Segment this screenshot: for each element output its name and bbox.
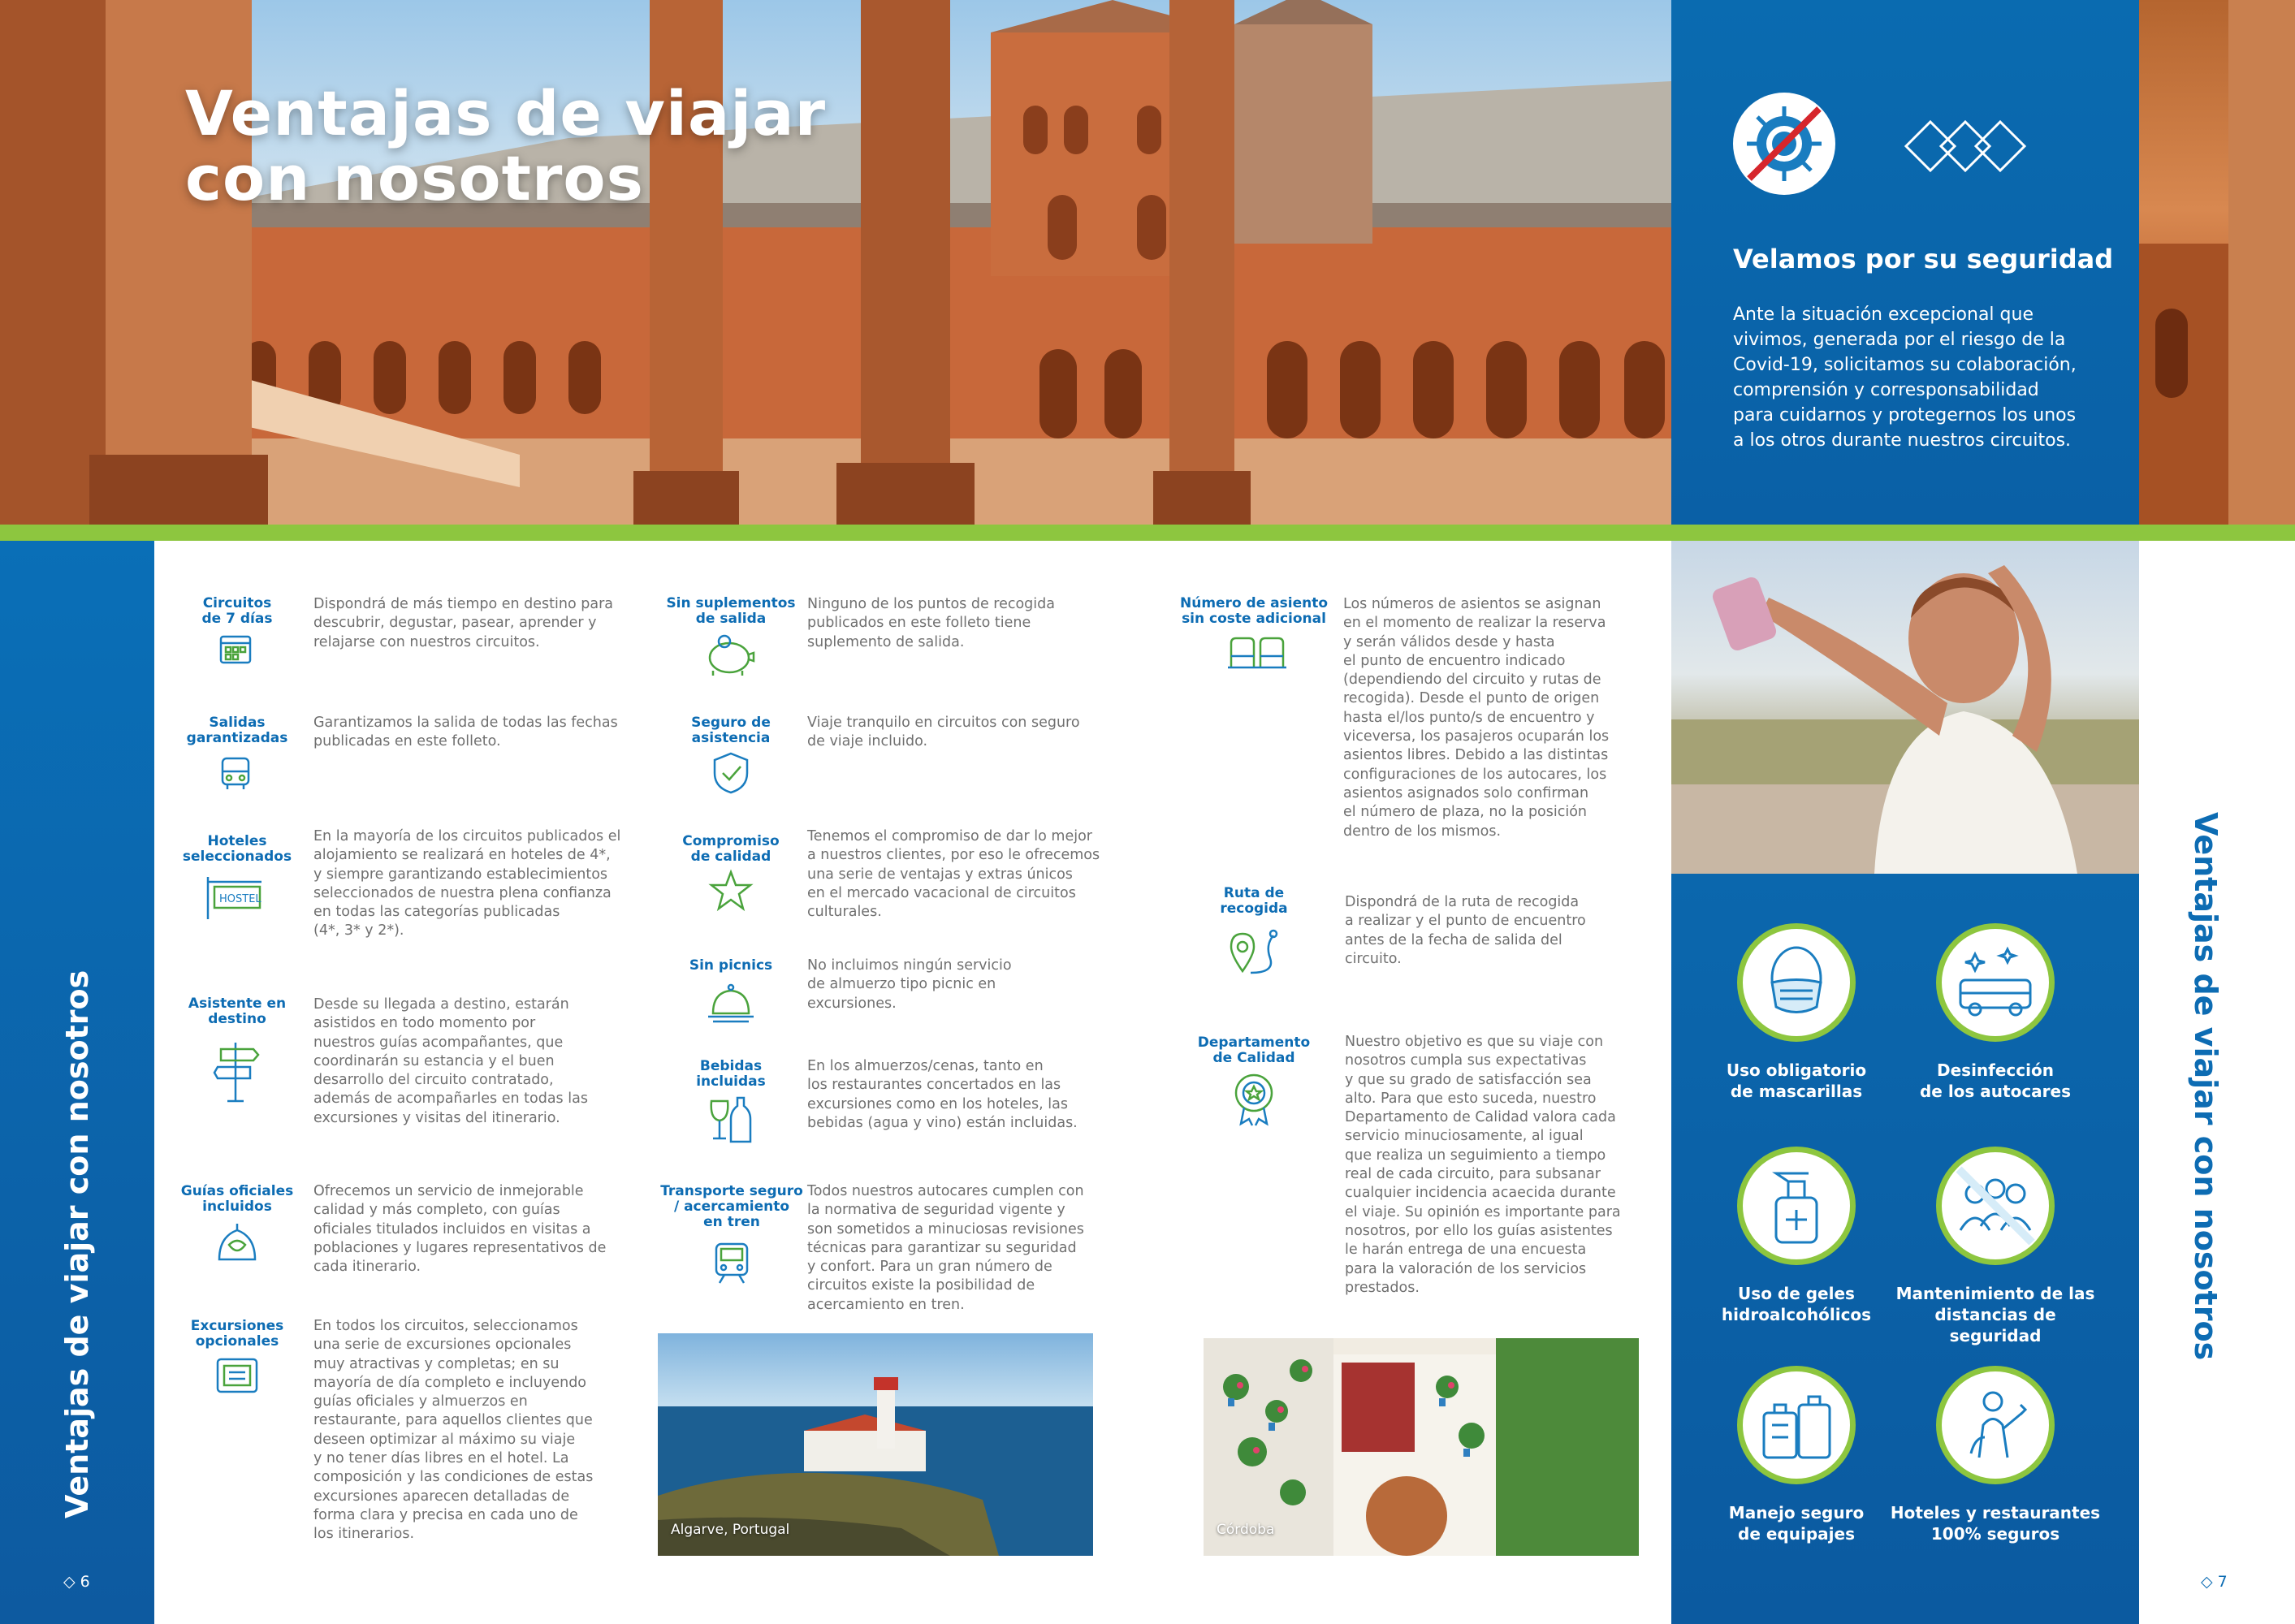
drinks-icon (707, 1095, 755, 1149)
cordoba-photo (1204, 1338, 1639, 1556)
feature-text-insurance: Viaje tranquilo en circuitos con seguro de viaje incluido. (807, 715, 1080, 750)
bus-icon (218, 755, 253, 795)
feature-text-no-supplements: Ninguno de los puntos de recogida publicados en este folleto tiene suplemento de salida. (807, 596, 1055, 650)
no-virus-icon (1733, 93, 1835, 195)
feature-title-hotels: Hoteles seleccionados (182, 833, 292, 865)
feature-text-7-days: Dispondrá de más tiempo en destino para descubrir, degustar, pasear, aprender y relajarse con nuestros circuitos. (313, 596, 614, 650)
route-pin-icon (1226, 926, 1283, 987)
feature-title-guides: Guías oficiales incluidos (180, 1183, 294, 1215)
algarve-photo (658, 1333, 1093, 1556)
safety-item-bus (1890, 923, 2101, 1102)
feature-text-seat-number: Los números de asientos se asignan en el momento de realizar la reserva y serán válidos desde y hasta el punto de encuentro indicado (dependiendo del circuito y rutas de recogida). Desde el punto de origen hasta el/los punto/s de encuentro y viceversa, los pasajeros ocuparán los asientos libres. Debido a las distintas configuraciones de los autocares, los asientos asignados solo confirman el número de plaza, no la posición dentro de los mismos. (1343, 596, 1610, 840)
feature-title-seat-number: Número de asiento sin coste adicional (1179, 595, 1329, 627)
safety-item-hotels (1890, 1366, 2101, 1544)
distance-icon (1936, 1147, 2055, 1265)
feature-title-quality-dept: Departamento de Calidad (1197, 1034, 1311, 1066)
security-title: Velamos por su seguridad (1733, 244, 2114, 274)
safety-item-luggage (1691, 1366, 1902, 1544)
feature-text-guides: Ofrecemos un servicio de inmejorable calidad y más completo, con guías oficiales titulados incluidos en visitas a poblaciones y lugares representativos de cada itinerario. (313, 1183, 607, 1276)
feature-text-excursions: En todos los circuitos, seleccionamos una serie de excursiones opcionales muy atractivas y completas; en su mayoría de día completo e incluyendo guías oficiales y almuerzos en restaurante, para aquellos clientes que deseen optimizar al máximo su viaje y no tener días libres en el hotel. La composición y las condiciones de estas excursiones aparecen detalladas de forma clara y precisa en cada uno de los itinerarios. (313, 1318, 594, 1543)
left-vertical-title: Ventajas de viajar con nosotros (59, 970, 95, 1518)
guide-icon (213, 1220, 261, 1270)
safety-label-gel: Uso de geles hidroalcohólicos (1721, 1284, 1872, 1324)
feature-text-guaranteed: Garantizamos la salida de todas las fechas publicadas en este folleto. (313, 715, 618, 750)
safety-item-mask (1691, 923, 1902, 1102)
feature-title-7-days: Circuitos de 7 días (201, 595, 273, 627)
green-divider-bar (0, 525, 2295, 541)
feature-text-hotels: En la mayoría de los circuitos publicados el alojamiento se realizará en hoteles de 4*, y siempre garantizando establecimientos seleccionados de nuestra plena confianza en todas las categorías publicadas (4*, 3* y 2*). (313, 828, 621, 939)
feature-title-drinks: Bebidas incluidas (696, 1058, 766, 1090)
diamonds-logo-icon (1904, 120, 2026, 176)
gel-icon (1737, 1147, 1856, 1265)
safety-label-hotels: Hoteles y restaurantes 100% seguros (1890, 1503, 2101, 1544)
feature-text-quality: Tenemos el compromiso de dar lo mejor a nuestros clientes, por eso le ofrecemos una serie de ventajas y extras únicos en el mercado vacacional de circuitos culturales. (807, 828, 1100, 921)
feature-text-transport: Todos nuestros autocares cumplen con la normativa de seguridad vigente y son sometidos a minuciosas revisiones técnicas para garantizar su seguridad y confort. Para un gran número de circuitos existe la posibilidad de acercamiento en tren. (807, 1183, 1084, 1313)
feature-text-assistant: Desde su llegada a destino, estarán asistidos en todo momento por nuestros guías acompañantes, que coordinarán su estancia y el buen desarrollo del circuito contratado, además de acompañarles en todas las excursiones y visitas del itinerario. (313, 996, 588, 1126)
quality-medal-icon (1230, 1070, 1278, 1131)
cleaning-icon (1936, 1366, 2055, 1484)
right-vertical-title: Ventajas de viajar con nosotros (2188, 812, 2224, 1361)
feature-title-no-picnics: Sin picnics (689, 957, 773, 974)
feature-text-no-picnics: No incluimos ningún servicio de almuerzo tipo picnic en excursiones. (807, 957, 1012, 1012)
signpost-icon (213, 1039, 261, 1108)
food-cloche-icon (707, 981, 755, 1029)
piggy-bank-icon (703, 633, 757, 681)
feature-text-drinks: En los almuerzos/cenas, tanto en los restaurantes concertados en las excursiones como en los hoteles, las bebidas (agua y vino) están incluidas. (807, 1058, 1078, 1131)
page-title-line2: con nosotros (185, 142, 644, 214)
woman-selfie-photo (1671, 541, 2139, 874)
feature-title-transport: Transporte seguro / acercamiento en tren (660, 1183, 803, 1230)
safety-label-bus: Desinfección de los autocares (1919, 1060, 2072, 1101)
algarve-caption: Algarve, Portugal (671, 1522, 790, 1538)
feature-text-quality-dept: Nuestro objetivo es que su viaje con nosotros cumpla sus expectativas y que su grado de satisfacción sea alto. Para que esto suceda, nuestro Departamento de Calidad valora cada servicio minuciosamente, al igual que realiza un seguimiento a tiempo real de cada circuito, para subsanar cualquier incidencia acaecida durante el viaje. Su opinión es importante para nosotros, por ello los guías asistentes le harán entrega de una encuesta para la valoración de los servicios prestados. (1345, 1034, 1621, 1296)
feature-title-guaranteed: Salidas garantizadas (186, 715, 288, 746)
feature-title-excursions: Excursiones opcionales (190, 1318, 284, 1350)
feature-title-assistant: Asistente en destino (188, 996, 287, 1027)
feature-title-insurance: Seguro de asistencia (691, 715, 771, 746)
feature-text-route: Dispondrá de la ruta de recogida a realizar y el punto de encuentro antes de la fecha de salida del circuito. (1345, 894, 1586, 967)
svg-text:HOSTEL: HOSTEL (219, 893, 261, 905)
hero-photo-plaza-espana (0, 0, 1671, 525)
page-number-left: ◇ 6 (63, 1573, 90, 1591)
page-title (185, 77, 916, 214)
ticket-icon (213, 1354, 261, 1401)
feature-title-route: Ruta de recogida (1220, 885, 1288, 917)
page-number-right: ◇ 7 (2201, 1573, 2228, 1591)
train-icon (711, 1241, 752, 1290)
safety-item-distance (1890, 1147, 2101, 1346)
shield-check-icon (711, 750, 750, 800)
cordoba-caption: Córdoba (1217, 1522, 1275, 1538)
calendar-icon (218, 630, 253, 670)
seats-icon (1226, 635, 1288, 676)
security-text: Ante la situación excepcional que vivimos, generada por el riesgo de la Covid-19, solicitamos su colaboración, comprensión y corresponsabilidad para cuidarnos y protegernos los unos a los otros durante nuestros circuitos. (1733, 304, 2077, 451)
safety-label-luggage: Manejo seguro de equipajes (1728, 1503, 1865, 1544)
safety-label-mask: Uso obligatorio de mascarillas (1726, 1060, 1867, 1101)
hotel-sign-icon (205, 875, 266, 925)
feature-title-no-supplements: Sin suplementos de salida (666, 595, 796, 627)
safety-item-gel (1691, 1147, 1902, 1325)
bus-disinfection-icon (1936, 923, 2055, 1042)
page-title-line1: Ventajas de viajar (185, 77, 827, 149)
safety-label-distance: Mantenimiento de las distancias de seguridad (1895, 1284, 2095, 1345)
feature-title-quality: Compromiso de calidad (682, 833, 780, 865)
luggage-icon (1737, 1366, 1856, 1484)
star-icon (708, 869, 754, 917)
mask-icon (1737, 923, 1856, 1042)
right-edge-photo (2139, 0, 2295, 525)
